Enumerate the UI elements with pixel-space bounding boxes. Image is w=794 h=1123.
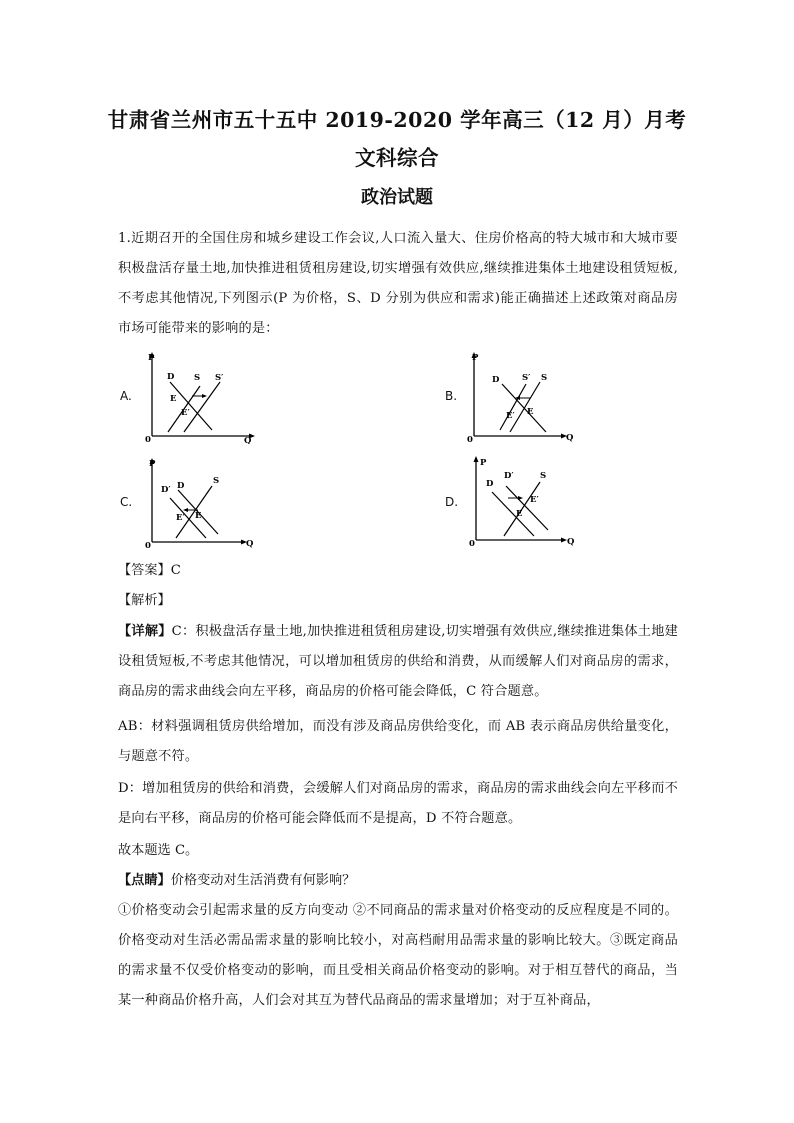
detail-ab-text: AB：材料强调租赁房供给增加，而没有涉及商品房供给变化，而 AB 表示商品房供给量变化，与题意不符。: [118, 719, 678, 764]
tip-tag: 【点睛】: [118, 873, 171, 888]
graph-a-q-label: Q: [244, 436, 252, 444]
option-d-label: D.: [445, 495, 459, 509]
tip-line: [118, 869, 678, 893]
detail-c-text: [118, 617, 678, 707]
graph-b-origin: 0: [467, 435, 473, 444]
graph-c-q-label: Q: [246, 539, 254, 549]
detail-c-body: C：积极盘活存量土地,加快推进租赁租房建设,切实增强有效供应,继续推进集体土地建设租赁短板,不考虑其他情况，可以增加租赁房的供给和消费，从而缓解人们对商品房的需求，商品房的需求曲线会向左平移，商品房的价格可能会降低，C 符合题意。: [118, 624, 678, 699]
graph-a-p-label: P: [148, 353, 155, 363]
detail-conclusion: 故本题选 C。: [118, 843, 199, 858]
graph-d-origin: 0: [469, 539, 475, 548]
graph-d-p-label: P: [480, 458, 487, 468]
graph-c-e2-label: E′: [176, 513, 185, 523]
graph-b-e2-label: E′: [506, 411, 515, 421]
graph-a-s2-label: S′: [215, 373, 224, 383]
graph-b-s-label: S: [541, 373, 548, 383]
graph-b-s2-label: S′: [522, 373, 531, 383]
graph-b: [462, 352, 582, 444]
graph-d-e2-label: E′: [530, 495, 539, 505]
graph-c-e-label: E: [195, 511, 202, 521]
graph-c-p-label: P: [149, 459, 156, 469]
graph-a-s-label: S: [194, 373, 201, 383]
graph-a-e2-label: E′: [181, 408, 190, 418]
graph-c: [140, 458, 260, 550]
answer-line: [118, 559, 678, 583]
graph-a-s2-curve: [184, 382, 220, 432]
page-title: 甘肃省兰州市五十五中 2019-2020 学年高三（12 月）月考文科综合: [107, 108, 687, 170]
detail-tag: 【详解】: [118, 624, 172, 639]
graph-b-d-label: D: [492, 375, 500, 385]
graph-d-d-curve: [492, 492, 534, 536]
detail-d-text: D：增加租赁房的供给和消费，会缓解人们对商品房的需求，商品房的需求曲线会向左平移而不是向右平移，商品房的价格可能会降低而不是提高，D 不符合题意。: [118, 781, 678, 826]
graph-a-shift-arrowhead: [202, 394, 207, 398]
graph-c-origin: 0: [145, 541, 151, 550]
tip-question: 价格变动对生活消费有何影响？: [170, 873, 356, 888]
graph-d-d2-label: D′: [504, 471, 514, 481]
graph-d-shift-arrowhead: [518, 496, 523, 500]
graph-c-d2-label: D′: [161, 485, 171, 495]
option-b-label: B.: [445, 389, 458, 403]
graph-a-d-label: D: [167, 372, 175, 382]
graph-d-q-label: Q: [567, 537, 575, 547]
answer-value: C: [170, 563, 181, 578]
graph-c-d-label: D: [177, 481, 185, 491]
graph-a-e-label: E: [170, 394, 177, 404]
graph-a-origin: 0: [145, 435, 151, 444]
graph-b-p-label: P: [472, 353, 479, 363]
question-text: 1.近期召开的全国住房和城乡建设工作会议,人口流入量大、住房价格高的特大城市和大城市要积极盘活存量土地,加快推进租赁租房建设,切实增强有效供应,继续推进集体土地建设租赁短板,不考虑其他情况,下列图示(P 为价格，S、D 分别为供应和需求)能正确描述上述政策对商品房市场可能带来的影响的是：: [118, 231, 678, 336]
answer-tag: 【答案】: [118, 563, 171, 578]
section-title: 政治试题: [361, 187, 433, 208]
graph-a: [140, 352, 260, 444]
graph-d-d-label: D: [486, 479, 494, 489]
graph-d: [464, 456, 584, 548]
graph-c-s-label: S: [213, 476, 220, 486]
analysis-tag: 【解析】: [118, 593, 171, 608]
graph-b-s-curve: [510, 382, 540, 432]
graph-d-s-label: S: [540, 471, 547, 481]
tip-text: ①价格变动会引起需求量的反方向变动 ②不同商品的需求量对价格变动的反应程度是不同的。价格变动对生活必需品需求量的影响比较小，对高档耐用品需求量的影响比较大。③既定商品的需求量不仅受价格变动的影响，而且受相关商品价格变动的影响。对于相互替代的商品，当某一种商品价格升高，人们会对其互为替代品商品的需求量增加；对于互补商品，: [118, 903, 678, 1008]
option-a-label: A.: [120, 389, 132, 403]
graph-b-s2-curve: [500, 384, 526, 430]
graph-b-e-label: E: [527, 407, 534, 417]
graph-d-e-label: E: [516, 509, 523, 519]
graph-b-q-label: Q: [566, 433, 574, 443]
graph-d-p-arrow: [474, 456, 479, 462]
graph-c-shift-arrowhead: [183, 508, 188, 512]
option-c-label: C.: [120, 495, 133, 509]
